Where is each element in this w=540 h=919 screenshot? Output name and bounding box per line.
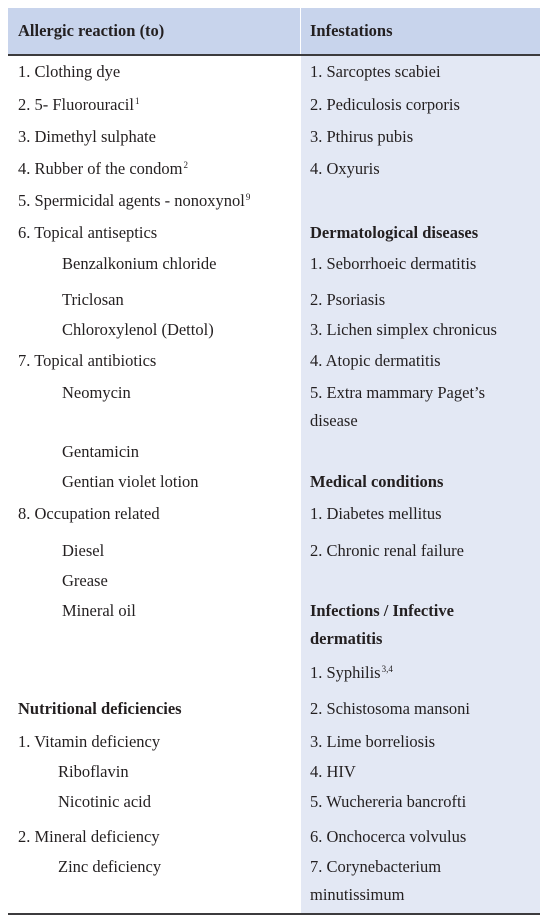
occupation-diesel: Diesel: [62, 541, 105, 560]
medical-diabetes: 1. Diabetes mellitus: [310, 504, 442, 523]
antibiotic-neomycin: Neomycin: [62, 383, 131, 402]
medical-heading: Medical conditions: [310, 472, 444, 491]
vitamin-riboflavin: Riboflavin: [58, 762, 129, 781]
allergic-item-topical-antiseptics: 6. Topical antiseptics: [18, 223, 158, 242]
header-infestations: Infestations: [310, 21, 393, 40]
derm-paget: 5. Extra mammary Paget’s disease: [310, 383, 486, 430]
header-allergic-reaction: Allergic reaction (to): [18, 21, 165, 40]
antibiotic-gentian-violet: Gentian violet lotion: [62, 472, 199, 491]
allergic-item-dimethyl-sulphate: 3. Dimethyl sulphate: [18, 127, 156, 146]
derm-lichen: 3. Lichen simplex chronicus: [310, 320, 497, 339]
infection-borreliosis: 3. Lime borreliosis: [310, 732, 436, 751]
header-rule: [8, 54, 540, 56]
infestation-oxyuris: 4. Oxyuris: [310, 159, 380, 178]
derm-seborrhoeic: 1. Seborrhoeic dermatitis: [310, 254, 477, 273]
derm-atopic: 4. Atopic dermatitis: [310, 351, 441, 370]
causes-table: [8, 8, 540, 915]
allergic-item-spermicidal: 5. Spermicidal agents - nonoxynol$^9$: [18, 191, 251, 210]
infestation-pthirus: 3. Pthirus pubis: [310, 127, 414, 146]
allergic-item-fluorouracil: 2. 5- Fluorouracil$^1$: [18, 95, 140, 114]
dermatological-heading: Dermatological diseases: [310, 223, 479, 242]
vitamin-nicotinic-acid: Nicotinic acid: [58, 792, 152, 811]
nutritional-heading: Nutritional deficiencies: [18, 699, 182, 718]
allergic-item-condom-rubber: 4. Rubber of the condom$^2$: [18, 159, 189, 178]
column-divider: [300, 8, 301, 915]
infection-syphilis: 1. Syphilis$^{3,4}$: [310, 663, 393, 682]
medical-renal: 2. Chronic renal failure: [310, 541, 464, 560]
antibiotic-gentamicin: Gentamicin: [62, 442, 139, 461]
allergic-item-clothing-dye: 1. Clothing dye: [18, 62, 121, 81]
nutritional-mineral: 2. Mineral deficiency: [18, 827, 160, 846]
occupation-grease: Grease: [62, 571, 108, 590]
bottom-rule: [8, 913, 540, 915]
nutritional-vitamin: 1. Vitamin deficiency: [18, 732, 161, 751]
allergic-item-topical-antibiotics: 7. Topical antibiotics: [18, 351, 157, 370]
antiseptic-benzalkonium: Benzalkonium chloride: [62, 254, 217, 273]
infection-onchocerca: 6. Onchocerca volvulus: [310, 827, 467, 846]
antiseptic-triclosan: Triclosan: [62, 290, 124, 309]
infestation-pediculosis: 2. Pediculosis corporis: [310, 95, 460, 114]
infection-hiv: 4. HIV: [310, 762, 356, 781]
antiseptic-chloroxylenol: Chloroxylenol (Dettol): [62, 320, 214, 339]
allergic-item-occupation: 8. Occupation related: [18, 504, 160, 523]
infestation-sarcoptes: 1. Sarcoptes scabiei: [310, 62, 441, 81]
mineral-zinc: Zinc deficiency: [58, 857, 162, 876]
occupation-mineral-oil: Mineral oil: [62, 601, 136, 620]
derm-psoriasis: 2. Psoriasis: [310, 290, 386, 309]
infections-heading: Infections / Infective dermatitis: [310, 601, 454, 648]
infection-corynebacterium: 7. Corynebacterium minutissimum: [310, 857, 442, 904]
infection-wuchereria: 5. Wuchereria bancrofti: [310, 792, 467, 811]
infection-schistosoma: 2. Schistosoma mansoni: [310, 699, 470, 718]
